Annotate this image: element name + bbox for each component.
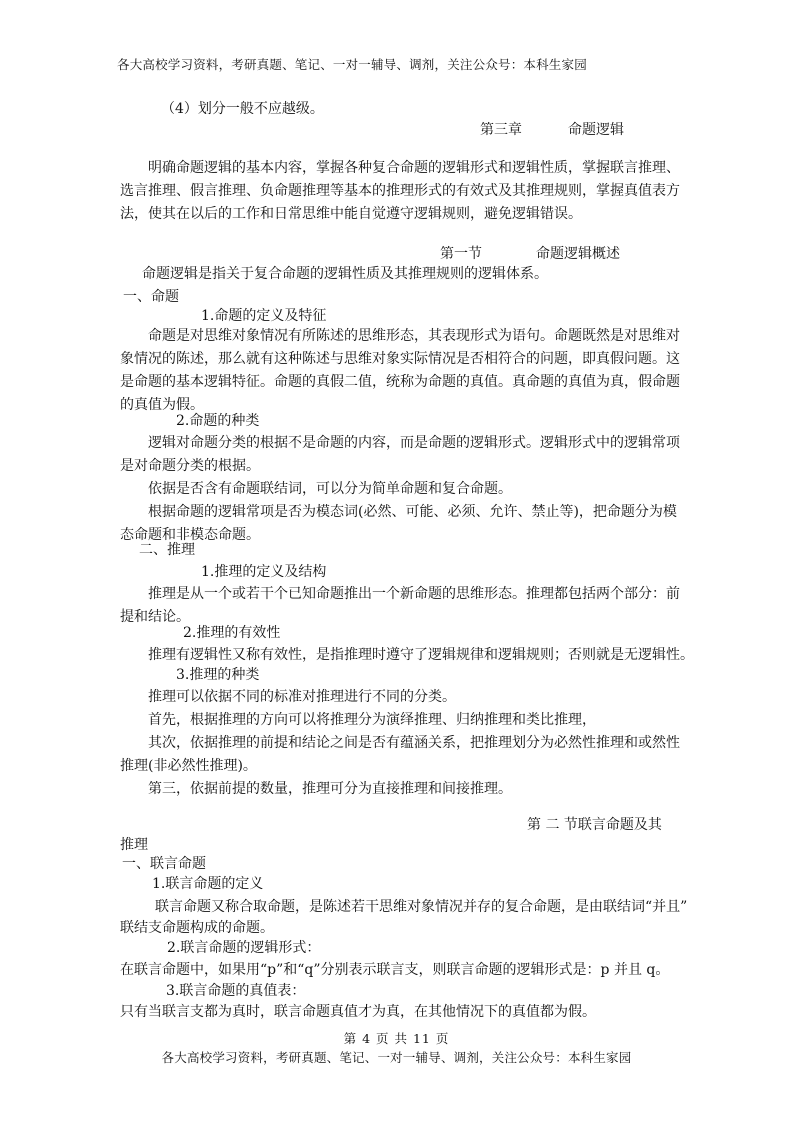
paragraph-line: 逻辑对命题分类的根据不是命题的内容，而是命题的逻辑形式。逻辑形式中的逻辑常项 [148, 435, 680, 451]
paragraph-line: 选言推理、假言推理、负命题推理等基本的推理形式的有效式及其推理规则，掌握真值表方 [120, 183, 680, 199]
heading-level-2: 1.推理的定义及结构 [201, 564, 327, 580]
page-header: 各大高校学习资料，考研真题、笔记、一对一辅导、调剂，关注公众号：本科生家园 [117, 57, 587, 72]
heading-level-2: 2.推理的有效性 [183, 625, 281, 641]
heading-level-2: 2.命题的种类 [176, 413, 260, 429]
paragraph-line: 提和结论。 [120, 609, 190, 625]
chapter-heading [480, 121, 624, 139]
paragraph-line: 在联言命题中，如果用“p”和“q”分别表示联言支，则联言命题的逻辑形式是：p 并且 q。 [120, 962, 670, 978]
paragraph-line: 联结支命题构成的命题。 [120, 920, 274, 936]
heading-level-2: 3.联言命题的真值表： [166, 983, 306, 999]
paragraph-line: 命题是对思维对象情况有所陈述的思维形态，其表现形式为语句。命题既然是对思维对 [148, 328, 680, 344]
paragraph-line: 态命题和非模态命题。 [120, 527, 260, 543]
paragraph-line: 推理有逻辑性又称有效性，是指推理时遵守了逻辑规律和逻辑规则；否则就是无逻辑性。 [148, 647, 694, 663]
paragraph-line: 明确命题逻辑的基本内容，掌握各种复合命题的逻辑形式和逻辑性质，掌握联言推理、 [148, 160, 680, 176]
section-heading: 第 二 节联言命题及其 [527, 817, 662, 833]
section-title: 命题逻辑概述 [536, 246, 620, 262]
chapter-title: 命题逻辑 [568, 122, 624, 138]
paragraph-line: 联言命题又称合取命题，是陈述若干思维对象情况并存的复合命题，是由联结词“并且” [155, 899, 688, 915]
heading-level-2: 2.联言命题的逻辑形式： [167, 940, 321, 956]
paragraph-line: 推理(非必然性推理)。 [120, 758, 257, 774]
heading-level-2: 1.联言命题的定义 [152, 876, 264, 892]
page-footer: 各大高校学习资料，考研真题、笔记、一对一辅导、调剂，关注公众号：本科生家园 [161, 1050, 632, 1065]
paragraph-line: 是对命题分类的根据。 [120, 458, 260, 474]
chapter-number: 第三章 [480, 122, 522, 138]
heading-level-1: 二、推理 [139, 542, 195, 558]
page-number: 第 4 页 共 11 页 [343, 1031, 450, 1046]
paragraph-line: 首先，根据推理的方向可以将推理分为演绎推理、归纳推理和类比推理， [148, 712, 596, 728]
paragraph-line: 的真值为假。 [120, 397, 204, 413]
section-number: 第一节 [440, 246, 482, 262]
heading-level-2: 1.命题的定义及特征 [201, 308, 327, 324]
heading-level-1: 一、命题 [123, 289, 179, 305]
paragraph-line: 其次，依据推理的前提和结论之间是否有蕴涵关系，把推理划分为必然性推理和或然性 [148, 735, 680, 751]
heading-level-2: 3.推理的种类 [176, 667, 260, 683]
paragraph-line: 法，使其在以后的工作和日常思维中能自觉遵守逻辑规则，避免逻辑错误。 [120, 206, 582, 222]
paragraph-line: 是命题的基本逻辑特征。命题的真假二值，统称为命题的真值。真命题的真值为真，假命题 [120, 374, 680, 390]
paragraph-line: 只有当联言支都为真时，联言命题真值才为真，在其他情况下的真值都为假。 [120, 1004, 596, 1020]
paragraph-line: 根据命题的逻辑常项是否为模态词(必然、可能、必须、允许、禁止等)，把命题分为模 [148, 504, 677, 520]
section-heading-continued: 推理 [120, 837, 148, 853]
paragraph-line: 象情况的陈述，那么就有这种陈述与思维对象实际情况是否相符合的问题，即真假问题。这 [120, 351, 680, 367]
paragraph-line: 推理是从一个或若干个已知命题推出一个新命题的思维形态。推理都包括两个部分：前 [148, 586, 680, 602]
paragraph-line: 推理可以依据不同的标准对推理进行不同的分类。 [148, 689, 456, 705]
paragraph-line: 依据是否含有命题联结词，可以分为简单命题和复合命题。 [148, 481, 512, 497]
section-heading [440, 245, 620, 263]
paragraph-line: 命题逻辑是指关于复合命题的逻辑性质及其推理规则的逻辑体系。 [142, 266, 548, 282]
list-item-rule-4: （4）划分一般不应越级。 [161, 101, 324, 117]
paragraph-line: 第三，依据前提的数量，推理可分为直接推理和间接推理。 [148, 781, 512, 797]
heading-level-1: 一、联言命题 [122, 856, 206, 872]
